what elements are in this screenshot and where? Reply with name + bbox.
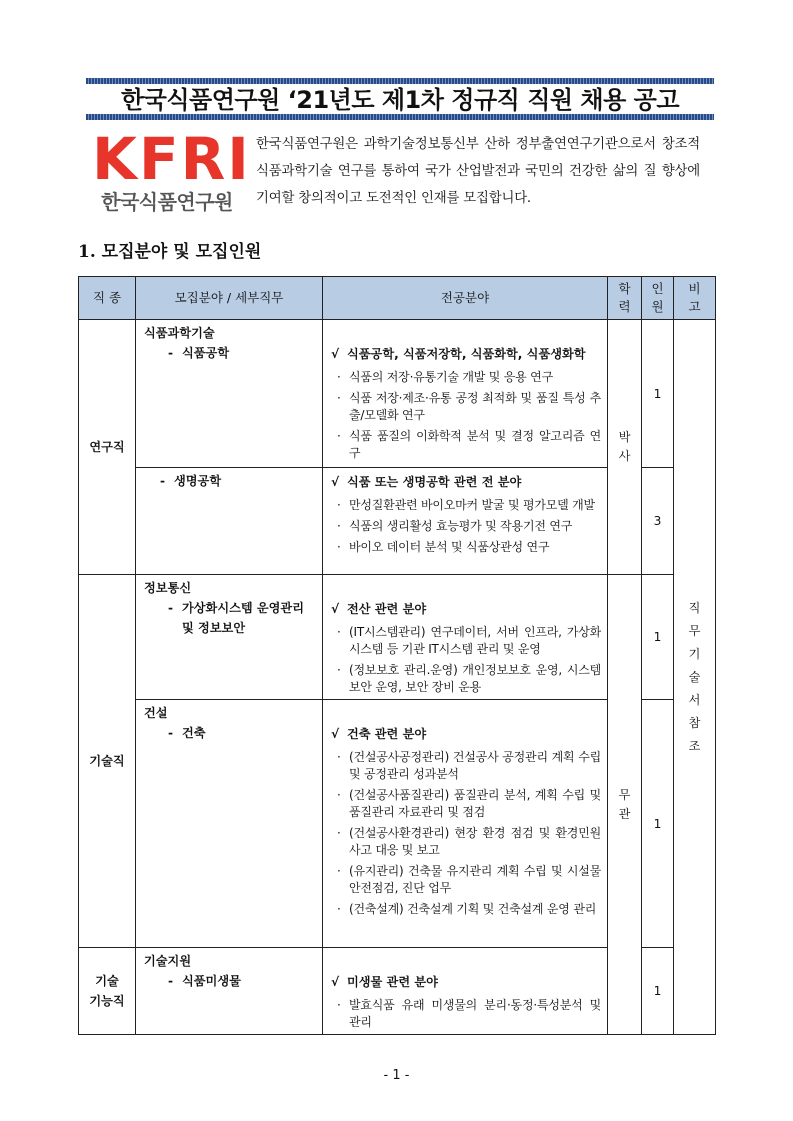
duty-item: · (건설공사공정관리) 건설공사 공정관리 계획 수립 및 공정관리 성과분석 <box>337 750 601 781</box>
field-cell <box>136 948 323 1035</box>
major-title: √ 미생물 관련 분야 <box>331 975 438 989</box>
headcount-cell: 1 <box>642 575 674 700</box>
field-cell <box>136 700 323 948</box>
header-major: 전공분야 <box>323 277 608 320</box>
major-cell <box>323 320 608 468</box>
field-group-name: 건설 <box>144 706 168 720</box>
table-row <box>79 575 716 700</box>
logo-wordmark: KFRI <box>92 125 251 193</box>
header-headcount: 인 원 <box>642 277 674 320</box>
education-technical: 무 관 <box>608 575 642 1035</box>
major-title: √ 식품공학, 식품저장학, 식품화학, 식품생화학 <box>331 347 586 361</box>
duty-item: · (건설공사환경관리) 현장 환경 점검 및 환경민원사고 대응 및 보고 <box>337 826 601 857</box>
headcount-cell: 1 <box>642 948 674 1035</box>
logo-caption: 한국식품연구원 <box>101 190 233 214</box>
field-cell <box>136 575 323 700</box>
field-name: - 가상화시스템 운영관리 <box>168 601 304 615</box>
field-name-cont: 및 정보보안 <box>182 621 246 635</box>
field-cell <box>136 468 323 575</box>
page-number: - 1 - <box>383 1068 410 1083</box>
field-cell <box>136 320 323 468</box>
recruitment-table <box>78 276 716 1035</box>
major-title: √ 건축 관련 분야 <box>331 727 427 741</box>
headcount-cell: 3 <box>642 468 674 575</box>
major-title: √ 전산 관련 분야 <box>331 602 427 616</box>
header-job-type: 직 종 <box>79 277 136 320</box>
duty-item: · 만성질환관련 바이오마커 발굴 및 평가모델 개발 <box>337 498 595 512</box>
document-title: 한국식품연구원 ‘21년도 제1차 정규직 직원 채용 공고 <box>120 86 680 114</box>
field-group-name: 기술지원 <box>144 954 192 968</box>
kfri-logo <box>88 125 251 220</box>
intro-paragraph: 한국식품연구원은 과학기술정보통신부 산하 정부출연연구기관으로서 창조적 식품과학기술 연구를 통하여 국가 산업발전과 국민의 건강한 삶의 질 향상에 기여할 창의적이고 도전적인 인재를 모집합니다. <box>256 137 700 206</box>
headcount-cell: 1 <box>642 700 674 948</box>
job-type-tech-support: 기술 기능직 <box>79 948 136 1035</box>
duty-item: · (건축설계) 건축설계 기획 및 건축설계 운영 관리 <box>337 902 597 916</box>
duty-item: · (정보보호 관리.운영) 개인정보보호 운영, 시스템 보안 운영, 보안 장비 운용 <box>337 663 601 694</box>
major-cell <box>323 700 608 948</box>
header-remarks: 비 고 <box>674 277 716 320</box>
duty-item: · 발효식품 유래 미생물의 분리·동정·특성분석 및 관리 <box>337 998 601 1029</box>
field-name: - 식품미생물 <box>168 974 241 988</box>
field-group-name: 정보통신 <box>144 581 192 595</box>
remarks-cell: 직 무 기 술 서 참 조 <box>674 320 716 1035</box>
field-name: - 생명공학 <box>160 474 222 488</box>
duty-item: · 식품 품질의 이화학적 분석 및 결정 알고리즘 연구 <box>337 429 601 460</box>
major-title: √ 식품 또는 생명공학 관련 전 분야 <box>331 475 522 489</box>
table-header-row <box>79 277 716 320</box>
title-top-rule <box>86 78 714 84</box>
duty-item: · (유지관리) 건축물 유지관리 계획 수립 및 시설물 안전점검, 진단 업무 <box>337 864 601 895</box>
major-cell <box>323 948 608 1035</box>
field-name: - 식품공학 <box>168 346 230 360</box>
duty-item: · (건설공사품질관리) 품질관리 분석, 계획 수립 및 품질관리 자료관리 및 점검 <box>337 788 601 819</box>
duty-item: · 식품 저장·제조·유통 공정 최적화 및 품질 특성 추출/모델화 연구 <box>337 391 601 422</box>
field-group-name: 식품과학기술 <box>144 326 215 340</box>
duty-item: · 식품의 저장·유통기술 개발 및 응용 연구 <box>337 370 553 384</box>
job-type-technical: 기술직 <box>79 575 136 948</box>
duty-item: · (IT시스템관리) 연구데이터, 서버 인프라, 가상화 시스템 등 기관 IT시스템 관리 및 운영 <box>337 625 601 656</box>
headcount-cell: 1 <box>642 320 674 468</box>
duty-item: · 식품의 생리활성 효능평가 및 작용기전 연구 <box>337 519 573 533</box>
major-cell <box>323 468 608 575</box>
education-research: 박 사 <box>608 320 642 575</box>
duty-item: · 바이오 데이터 분석 및 식품상관성 연구 <box>337 540 550 554</box>
job-type-research: 연구직 <box>79 320 136 575</box>
header-field: 모집분야 / 세부직무 <box>136 277 323 320</box>
table-row <box>79 320 716 468</box>
title-bottom-rule <box>86 114 714 120</box>
header-education: 학 력 <box>608 277 642 320</box>
field-name: - 건축 <box>168 726 206 740</box>
major-cell <box>323 575 608 700</box>
section-heading: 1. 모집분야 및 모집인원 <box>78 242 262 262</box>
